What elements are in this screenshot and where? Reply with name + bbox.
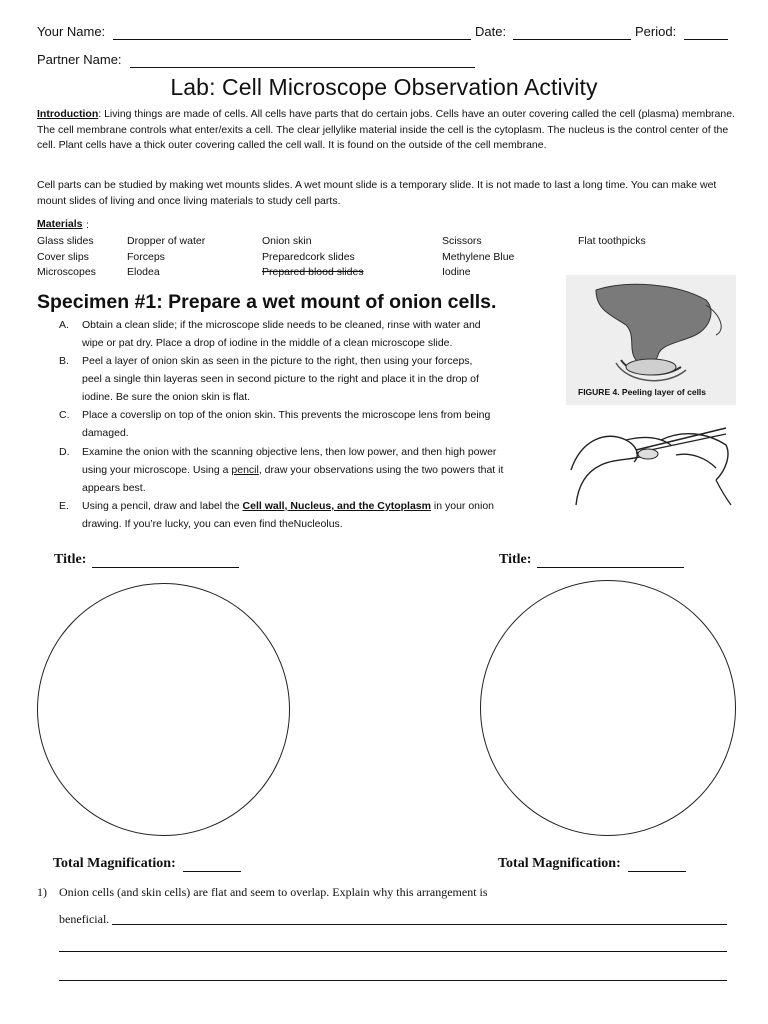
material-item: Forceps bbox=[127, 250, 165, 263]
step-line: wipe or pat dry. Place a drop of iodine in the middle of a clean microscope slide. bbox=[82, 337, 453, 349]
your-name-field[interactable] bbox=[113, 39, 471, 40]
materials-col1 bbox=[37, 234, 96, 281]
step-label: D. bbox=[59, 446, 70, 458]
figure-caption: FIGURE 4. Peeling layer of cells bbox=[578, 387, 707, 397]
step-line: damaged. bbox=[82, 427, 129, 439]
material-item: Cover slips bbox=[37, 250, 89, 263]
total-magnification-label-left: Total Magnification: bbox=[53, 856, 176, 871]
material-item: Elodea bbox=[127, 266, 160, 278]
material-item: Glass slides bbox=[37, 235, 94, 247]
step-line: appears best. bbox=[82, 482, 146, 494]
materials-col3 bbox=[262, 234, 364, 281]
observation-circle-right[interactable] bbox=[480, 580, 736, 836]
step-label: C. bbox=[59, 409, 70, 421]
material-item: Methylene Blue bbox=[442, 250, 515, 263]
partner-name-label: Partner Name: bbox=[37, 52, 122, 67]
drawing-title-label-right: Title: bbox=[499, 552, 532, 567]
step-line: Peel a layer of onion skin as seen in the picture to the right, then using your forceps, bbox=[82, 355, 473, 367]
intro-text: : Living things are made of cells. All cells have parts that do certain jobs. Cells have an outer covering called the cell (plasma) membrane. The cell membrane controls what enter/exits a cell. The clear jellylike material inside the cell is the cytoplasm. The nucleus is the control center of the cell. Plant cells have a thick outer covering called the cell wall. It is found on the outside of the cell membrane. bbox=[37, 108, 735, 152]
step-line: peel a single thin layeras seen in second picture to the right and place it in the drop of bbox=[82, 373, 479, 385]
step-line: Using a pencil, draw and label the Cell wall, Nucleus, and the Cytoplasm in your onion bbox=[82, 500, 495, 512]
specimen-heading: Specimen #1: Prepare a wet mount of onion cells. bbox=[37, 291, 497, 313]
answer-line-3[interactable] bbox=[59, 980, 727, 981]
materials-col2 bbox=[127, 234, 205, 281]
materials-col5 bbox=[578, 234, 646, 250]
materials-col4 bbox=[442, 234, 514, 281]
question-number: 1) bbox=[37, 885, 47, 899]
wet-mount-paragraph: Cell parts can be studied by making wet mounts slides. A wet mount slide is a temporary slide. It is not made to last a long time. You can make wet mount slides of living and once living materials to study cell parts. bbox=[37, 179, 717, 207]
partner-name-field[interactable] bbox=[130, 67, 475, 68]
total-magnification-label-right: Total Magnification: bbox=[498, 856, 621, 871]
material-item: Microscopes bbox=[37, 266, 96, 278]
hand-peeling-onion-icon bbox=[566, 275, 736, 405]
question-text-cont: beneficial. bbox=[59, 912, 110, 926]
step-label: B. bbox=[59, 355, 69, 367]
peeling-onion-figure bbox=[566, 275, 736, 405]
step-line: Place a coverslip on top of the onion skin. This prevents the microscope lens from being bbox=[82, 409, 491, 421]
step-line: Obtain a clean slide; if the microscope slide needs to be cleaned, rinse with water and bbox=[82, 319, 481, 331]
step-line: Examine the onion with the scanning objective lens, then low power, and then high power bbox=[82, 446, 497, 458]
material-item: Preparedcork slides bbox=[262, 250, 355, 263]
materials-heading: Materials bbox=[37, 218, 83, 230]
step-label: E. bbox=[59, 500, 69, 512]
question-text: Onion cells (and skin cells) are flat and seem to overlap. Explain why this arrangement is bbox=[59, 885, 488, 899]
material-item: Flat toothpicks bbox=[578, 235, 646, 247]
hands-with-forceps-icon bbox=[566, 410, 736, 510]
material-item: Dropper of water bbox=[127, 235, 206, 247]
date-field[interactable] bbox=[513, 39, 631, 40]
intro-label: Introduction bbox=[37, 108, 99, 120]
drawing-title-field-left[interactable] bbox=[92, 567, 239, 568]
drawing-title-field-right[interactable] bbox=[537, 567, 684, 568]
material-item: Iodine bbox=[442, 266, 471, 278]
answer-line-2[interactable] bbox=[59, 951, 727, 952]
answer-line-1[interactable] bbox=[112, 924, 727, 925]
material-item: Scissors bbox=[442, 235, 482, 247]
page-title: Lab: Cell Microscope Observation Activity bbox=[170, 74, 598, 100]
period-label: Period: bbox=[635, 24, 677, 39]
step-label: A. bbox=[59, 319, 69, 331]
step-line: drawing. If you’re lucky, you can even find theNucleolus. bbox=[82, 518, 343, 530]
forceps-figure bbox=[566, 410, 736, 510]
drawing-title-label-left: Title: bbox=[54, 552, 87, 567]
observation-circle-left[interactable] bbox=[37, 583, 290, 836]
date-label: Date: bbox=[475, 24, 507, 39]
material-item: Onion skin bbox=[262, 235, 312, 247]
your-name-label: Your Name: bbox=[37, 24, 106, 39]
period-field[interactable] bbox=[684, 39, 728, 40]
step-line: iodine. Be sure the onion skin is flat. bbox=[82, 391, 251, 403]
total-magnification-field-right[interactable] bbox=[628, 871, 686, 872]
materials-colon: : bbox=[86, 219, 89, 231]
intro-paragraph bbox=[37, 107, 735, 154]
total-magnification-field-left[interactable] bbox=[183, 871, 241, 872]
material-item-struck: Prepared blood slides bbox=[262, 266, 364, 278]
step-line: using your microscope. Using a pencil, draw your observations using the two powers that it bbox=[82, 464, 504, 476]
